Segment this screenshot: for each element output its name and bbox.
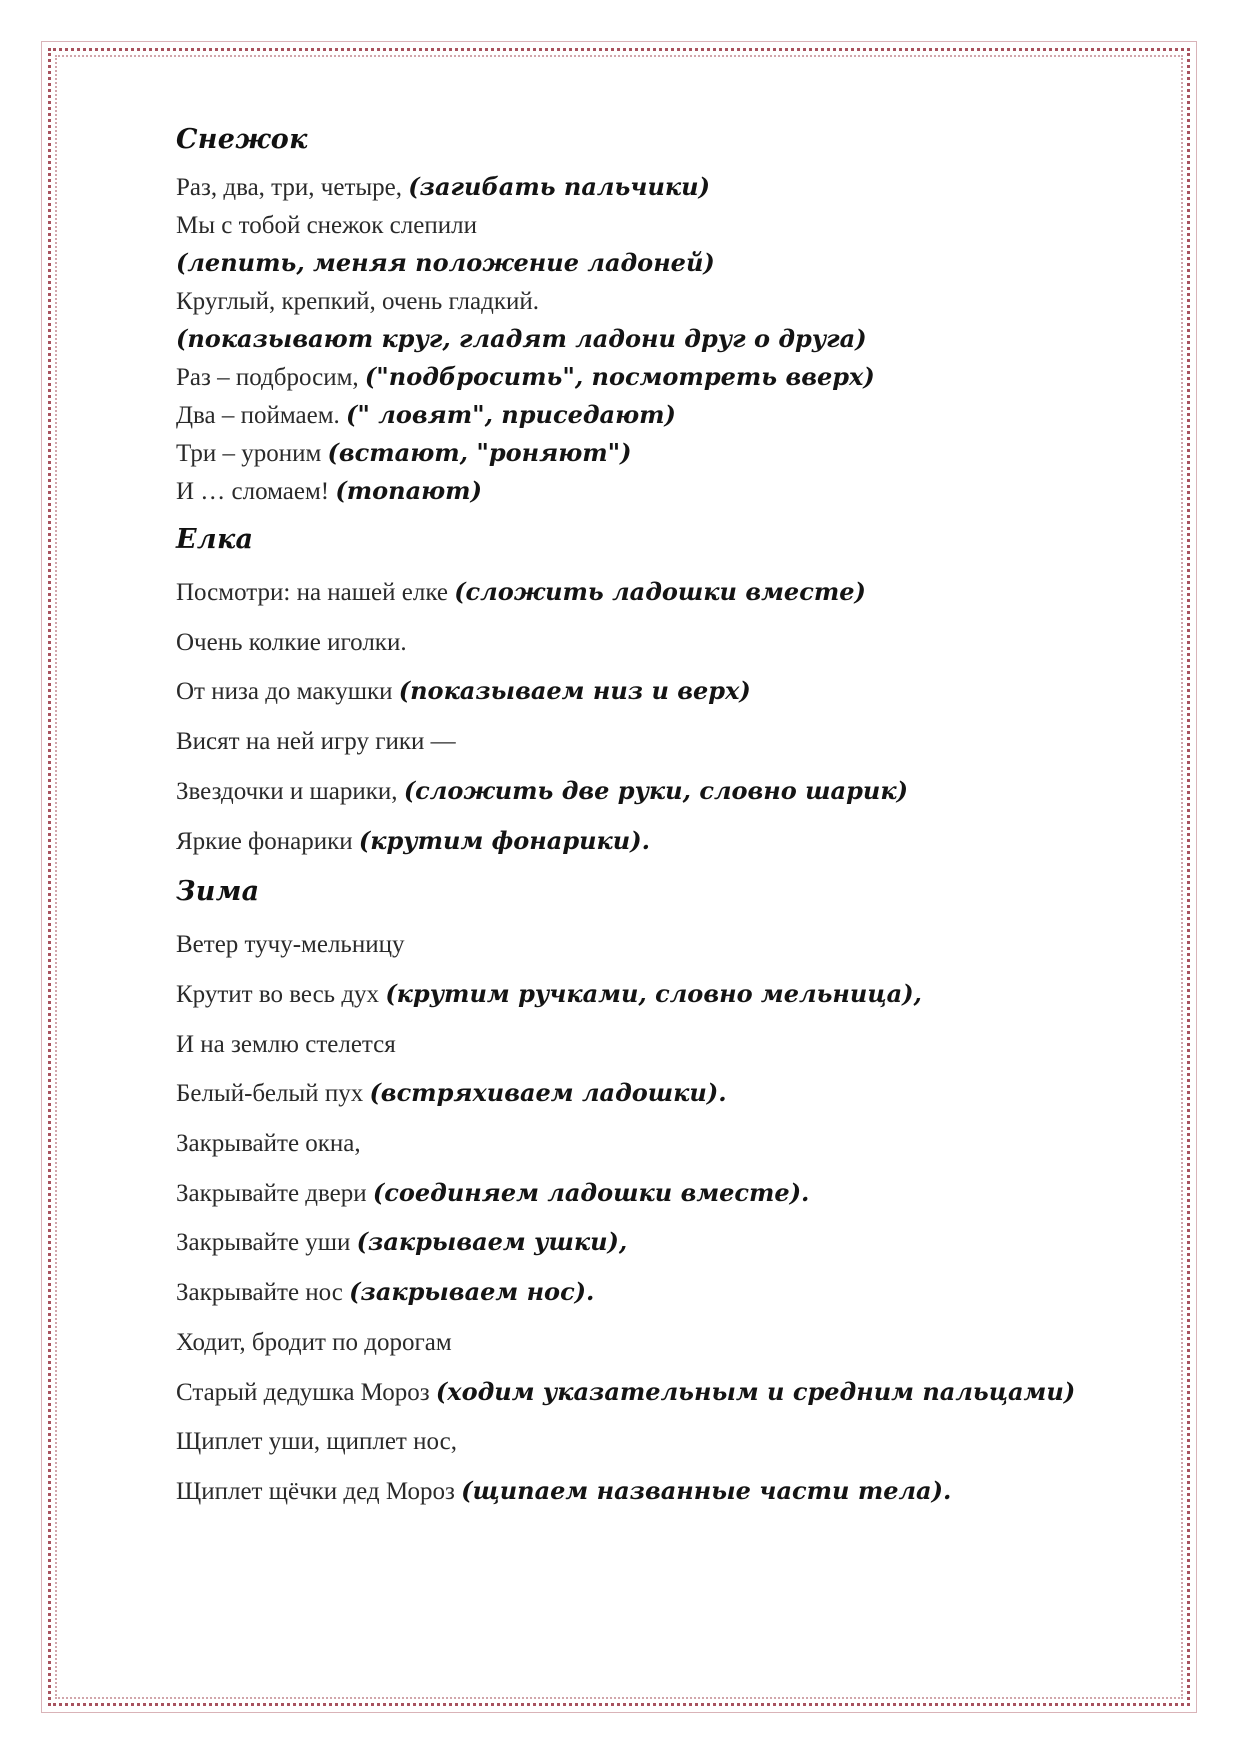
verse-text: Три – уроним <box>176 440 328 467</box>
gesture-note: (щипаем названные части тела). <box>461 1475 952 1505</box>
verse-text: Закрывайте окна, <box>176 1130 361 1158</box>
gesture-note: (закрываем нос). <box>349 1277 595 1307</box>
gesture-note: (загибать пальчики) <box>408 172 710 201</box>
verse-line <box>176 1467 1076 1517</box>
verse-line <box>176 717 1076 767</box>
verse-line <box>176 1119 1076 1169</box>
verse-line <box>176 1417 1076 1467</box>
verse-line <box>176 970 1076 1020</box>
verse-text: Щиплет уши, щиплет нос, <box>176 1428 457 1456</box>
verse-line <box>176 1020 1076 1070</box>
verse-text: Ходит, бродит по дорогам <box>176 1328 452 1356</box>
verse-text: Два – поймаем. <box>176 402 347 429</box>
gesture-note: (топают) <box>335 476 482 505</box>
gesture-note: (показываем низ и верх) <box>398 676 751 706</box>
section-zima <box>176 864 1076 1516</box>
verse-text: Ветер тучу-мельницу <box>176 931 405 959</box>
verse-text: И … сломаем! <box>176 478 336 505</box>
gesture-note: (крутим фонарики). <box>358 825 650 855</box>
gesture-note: (закрываем ушки), <box>356 1227 628 1257</box>
verse-text: Белый-белый пух <box>176 1080 370 1108</box>
gesture-note: (показывают круг, гладят ладони друг о друга) <box>176 324 867 353</box>
gesture-note: (встряхиваем ладошки). <box>369 1078 727 1108</box>
verse-line <box>176 1218 1076 1268</box>
verse-text: Посмотри: на нашей елке <box>176 579 455 606</box>
gesture-note: (сложить ладошки вместе) <box>454 577 866 606</box>
verse-text: Звездочки и шарики, <box>176 777 404 805</box>
section-title: Зима <box>176 876 260 908</box>
verse-text: Мы с тобой снежок слепили <box>176 212 477 239</box>
verse-line <box>176 396 1076 434</box>
verse-line <box>176 168 1076 206</box>
gesture-note: (" ловят", приседают) <box>346 400 676 429</box>
verse-line <box>176 618 1076 668</box>
verse-text: От низа до макушки <box>176 678 399 706</box>
verse-line <box>176 472 1076 510</box>
gesture-note: ("подбросить", посмотреть вверх) <box>364 362 875 391</box>
verse-text: Очень колкие иголки. <box>176 628 407 656</box>
verse-text: Закрывайте двери <box>176 1179 373 1207</box>
verse-line <box>176 206 1076 244</box>
verse-text: Яркие фонарики <box>176 827 359 855</box>
gesture-note: (крутим ручками, словно мельница), <box>385 978 922 1008</box>
verse-line <box>176 920 1076 970</box>
verse-text: Щиплет щёчки дед Мороз <box>176 1477 462 1505</box>
verse-text: Закрывайте нос <box>176 1279 350 1307</box>
section-title: Снежок <box>176 124 308 155</box>
verse-line <box>176 568 1076 618</box>
verse-text: Закрывайте уши <box>176 1229 357 1257</box>
verse-line <box>176 1169 1076 1219</box>
document-body <box>176 112 1076 1517</box>
section-elka <box>176 512 1076 866</box>
verse-line <box>176 358 1076 396</box>
section-title: Елка <box>176 524 254 555</box>
verse-line <box>176 244 1076 282</box>
verse-line <box>176 1318 1076 1368</box>
verse-text: Старый дедушка Мороз <box>176 1378 436 1406</box>
gesture-note: (соединяем ладошки вместе). <box>372 1177 810 1207</box>
verse-line <box>176 667 1076 717</box>
verse-line <box>176 320 1076 358</box>
verse-line <box>176 1268 1076 1318</box>
gesture-note: (встают, "роняют") <box>327 438 632 467</box>
verse-text: Раз, два, три, четыре, <box>176 174 409 201</box>
verse-text: Крутит во весь дух <box>176 980 386 1008</box>
verse-line <box>176 767 1076 817</box>
gesture-note: (ходим указательным и средним пальцами) <box>435 1376 1076 1406</box>
verse-line <box>176 1368 1076 1418</box>
verse-line <box>176 434 1076 472</box>
verse-line <box>176 817 1076 867</box>
section-snezhok <box>176 112 1076 510</box>
verse-text: Круглый, крепкий, очень гладкий. <box>176 288 539 315</box>
verse-text: И на землю стелется <box>176 1030 396 1058</box>
verse-text: Висят на ней игру гики — <box>176 728 456 756</box>
verse-line <box>176 1069 1076 1119</box>
verse-line <box>176 282 1076 320</box>
verse-text: Раз – подбросим, <box>176 364 365 391</box>
gesture-note: (лепить, меняя положение ладоней) <box>176 248 715 277</box>
gesture-note: (сложить две руки, словно шарик) <box>403 775 908 805</box>
